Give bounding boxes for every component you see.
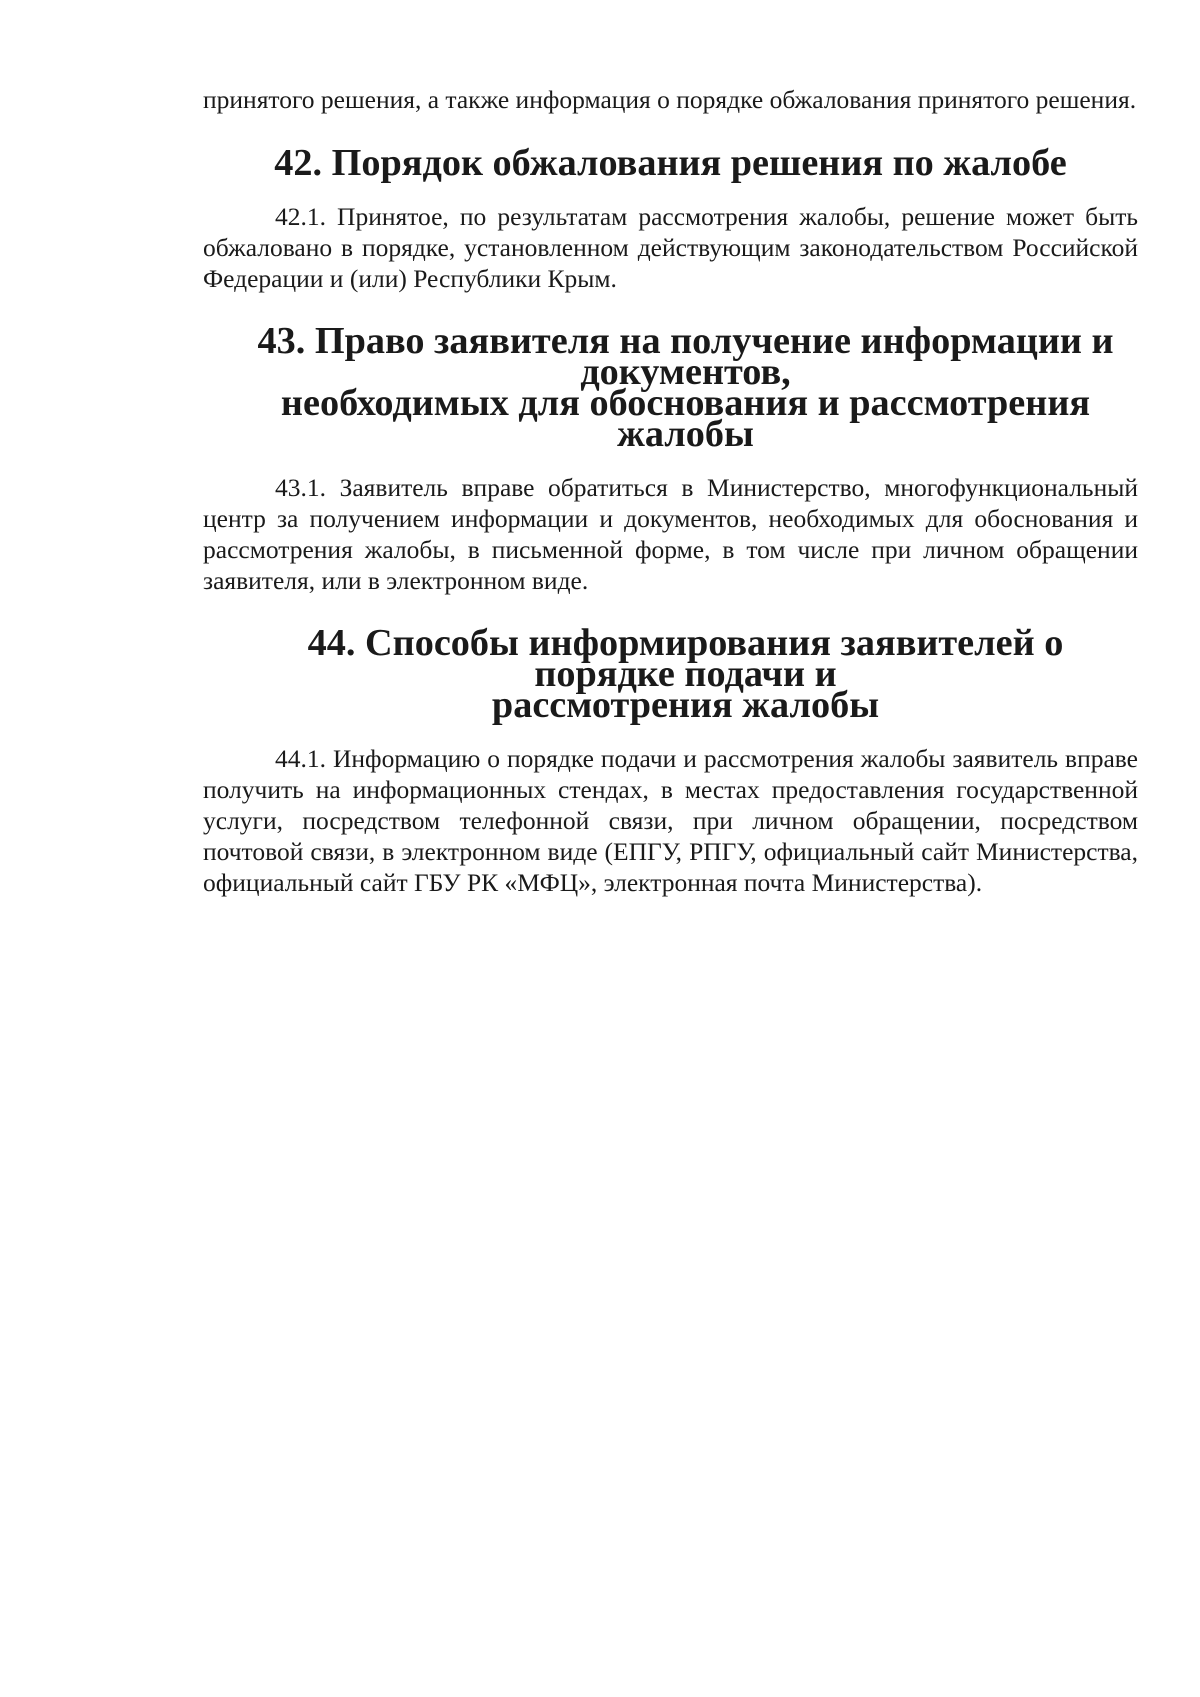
section-42-heading [203, 142, 1138, 184]
heading-line: 43. Право заявителя на получение информации и документов, [257, 320, 1114, 393]
section-44-paragraph: 44.1. Информацию о порядке подачи и рассмотрения жалобы заявитель вправе получить на информационных стендах, в местах предоставления государственной услуги, посредством телефонной связи, при личном обращении, посредством почтовой связи, в электронном виде (ЕПГУ, РПГУ, официальный сайт Министерства, официальный сайт ГБУ РК «МФЦ», электронная почта Министерства). [203, 744, 1138, 897]
section-44-heading [203, 622, 1138, 726]
heading-line: необходимых для обоснования и рассмотрения жалобы [280, 382, 1091, 455]
document-page [203, 84, 1138, 898]
heading-line: 44. Способы информирования заявителей о порядке подачи и [307, 622, 1064, 695]
section-42-paragraph: 42.1. Принятое, по результатам рассмотрения жалобы, решение может быть обжаловано в порядке, установленном действующим законодательством Российской Федерации и (или) Республики Крым. [203, 202, 1138, 293]
intro-paragraph: принятого решения, а также информация о порядке обжалования принятого решения. [203, 85, 1137, 114]
section-43-paragraph: 43.1. Заявитель вправе обратиться в Министерство, многофункциональный центр за получением информации и документов, необходимых для обоснования и рассмотрения жалобы, в письменной форме, в том числе при личном обращении заявителя, или в электронном виде. [203, 473, 1138, 595]
heading-line: рассмотрения жалобы [491, 684, 880, 726]
heading-line: 42. Порядок обжалования решения по жалобе [274, 142, 1067, 184]
section-43-heading [203, 320, 1138, 455]
